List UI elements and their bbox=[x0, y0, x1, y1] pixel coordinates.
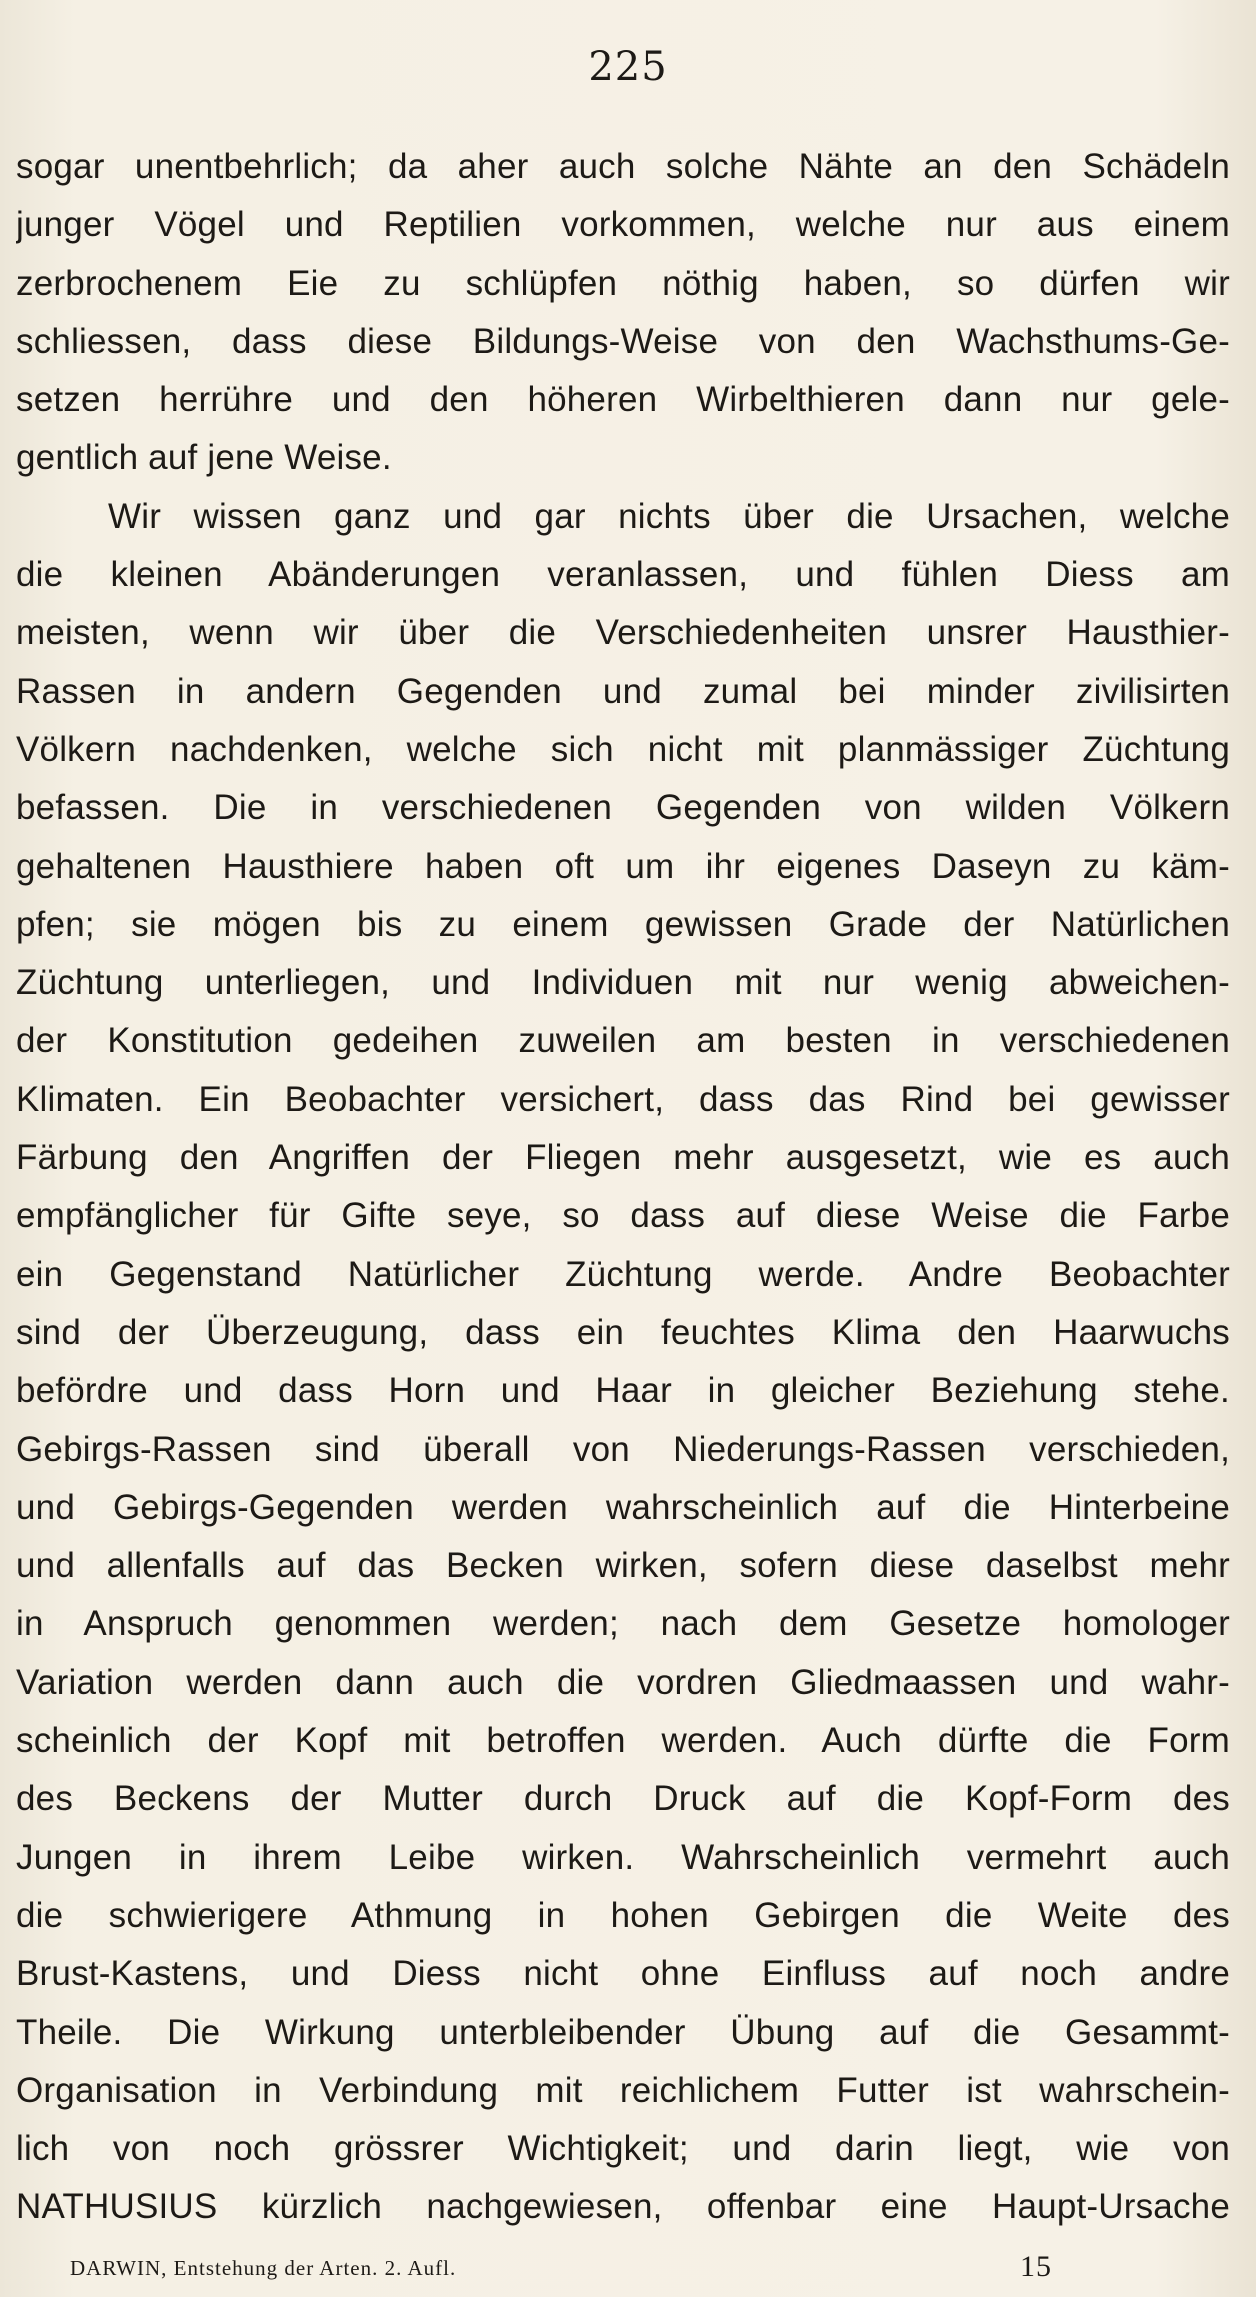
text-line: zerbrochenem Eie zu schlüpfen nöthig haben, so dürfen wir bbox=[16, 263, 1230, 303]
body-text bbox=[16, 138, 1230, 2237]
paragraph-start-line: Wir wissen ganz und gar nichts über die Ursachen, welche bbox=[108, 496, 1230, 536]
text-line: setzen herrühre und den höheren Wirbelthieren dann nur gele- bbox=[16, 380, 1230, 420]
text-line: und Gebirgs-Gegenden werden wahrscheinlich auf die Hinterbeine bbox=[16, 1487, 1230, 1527]
text-line: schliessen, dass diese Bildungs-Weise von den Wachsthums-Ge- bbox=[16, 321, 1230, 361]
text-line: und allenfalls auf das Becken wirken, sofern diese daselbst mehr bbox=[16, 1546, 1230, 1586]
text-line: Theile. Die Wirkung unterbleibender Übung auf die Gesammt- bbox=[16, 2012, 1230, 2052]
text-line: meisten, wenn wir über die Verschiedenheiten unsrer Hausthier- bbox=[16, 613, 1230, 653]
page-footer bbox=[70, 2250, 1070, 2286]
text-line: empfänglicher für Gifte seye, so dass auf diese Weise die Farbe bbox=[16, 1196, 1230, 1236]
printer-signature: DARWIN, Entstehung der Arten. 2. Aufl. bbox=[70, 2256, 457, 2280]
text-line: des Beckens der Mutter durch Druck auf die Kopf-Form des bbox=[16, 1779, 1230, 1819]
text-line: der Konstitution gedeihen zuweilen am besten in verschiedenen bbox=[16, 1021, 1230, 1061]
text-line: Brust-Kastens, und Diess nicht ohne Einfluss auf noch andre bbox=[16, 1954, 1230, 1994]
text-line: ein Gegenstand Natürlicher Züchtung werde. Andre Beobachter bbox=[16, 1254, 1230, 1294]
text-line: sogar unentbehrlich; da aher auch solche Nähte an den Schädeln bbox=[16, 147, 1230, 186]
text-line: scheinlich der Kopf mit betroffen werden. Auch dürfte die Form bbox=[16, 1721, 1230, 1761]
text-line: Organisation in Verbindung mit reichlichem Futter ist wahrschein- bbox=[16, 2070, 1230, 2110]
text-line: lich von noch grössrer Wichtigkeit; und darin liegt, wie von bbox=[16, 2129, 1230, 2169]
text-line: NATHUSIUS kürzlich nachgewiesen, offenbar eine Haupt-Ursache bbox=[16, 2187, 1230, 2227]
text-line: befördre und dass Horn und Haar in gleicher Beziehung stehe. bbox=[16, 1371, 1230, 1411]
text-line: junger Vögel und Reptilien vorkommen, welche nur aus einem bbox=[16, 205, 1230, 245]
text-line: gehaltenen Hausthiere haben oft um ihr eigenes Daseyn zu käm- bbox=[16, 846, 1230, 886]
text-line: Züchtung unterliegen, und Individuen mit nur wenig abweichen- bbox=[16, 963, 1230, 1003]
text-line: Gebirgs-Rassen sind überall von Niederungs-Rassen verschieden, bbox=[16, 1429, 1230, 1469]
text-line: gentlich auf jene Weise. bbox=[16, 438, 392, 478]
text-line: Färbung den Angriffen der Fliegen mehr ausgesetzt, wie es auch bbox=[16, 1138, 1230, 1178]
text-line: die schwierigere Athmung in hohen Gebirgen die Weite des bbox=[16, 1895, 1230, 1935]
text-line: pfen; sie mögen bis zu einem gewissen Grade der Natürlichen bbox=[16, 904, 1230, 944]
text-line: Rassen in andern Gegenden und zumal bei minder zivilisirten bbox=[16, 671, 1230, 711]
sheet-number: 15 bbox=[1020, 2250, 1052, 2283]
page-number: 225 bbox=[588, 44, 668, 90]
text-line: in Anspruch genommen werden; nach dem Gesetze homologer bbox=[16, 1604, 1230, 1644]
text-line: Völkern nachdenken, welche sich nicht mit planmässiger Züchtung bbox=[16, 729, 1230, 769]
text-line: die kleinen Abänderungen veranlassen, und fühlen Diess am bbox=[16, 555, 1230, 595]
text-line: Variation werden dann auch die vordren Gliedmaassen und wahr- bbox=[16, 1662, 1230, 1702]
text-line: Klimaten. Ein Beobachter versichert, dass das Rind bei gewisser bbox=[16, 1079, 1230, 1119]
text-line: befassen. Die in verschiedenen Gegenden von wilden Völkern bbox=[16, 788, 1230, 828]
text-line: Jungen in ihrem Leibe wirken. Wahrscheinlich vermehrt auch bbox=[16, 1837, 1230, 1877]
text-line: sind der Überzeugung, dass ein feuchtes Klima den Haarwuchs bbox=[16, 1312, 1230, 1352]
